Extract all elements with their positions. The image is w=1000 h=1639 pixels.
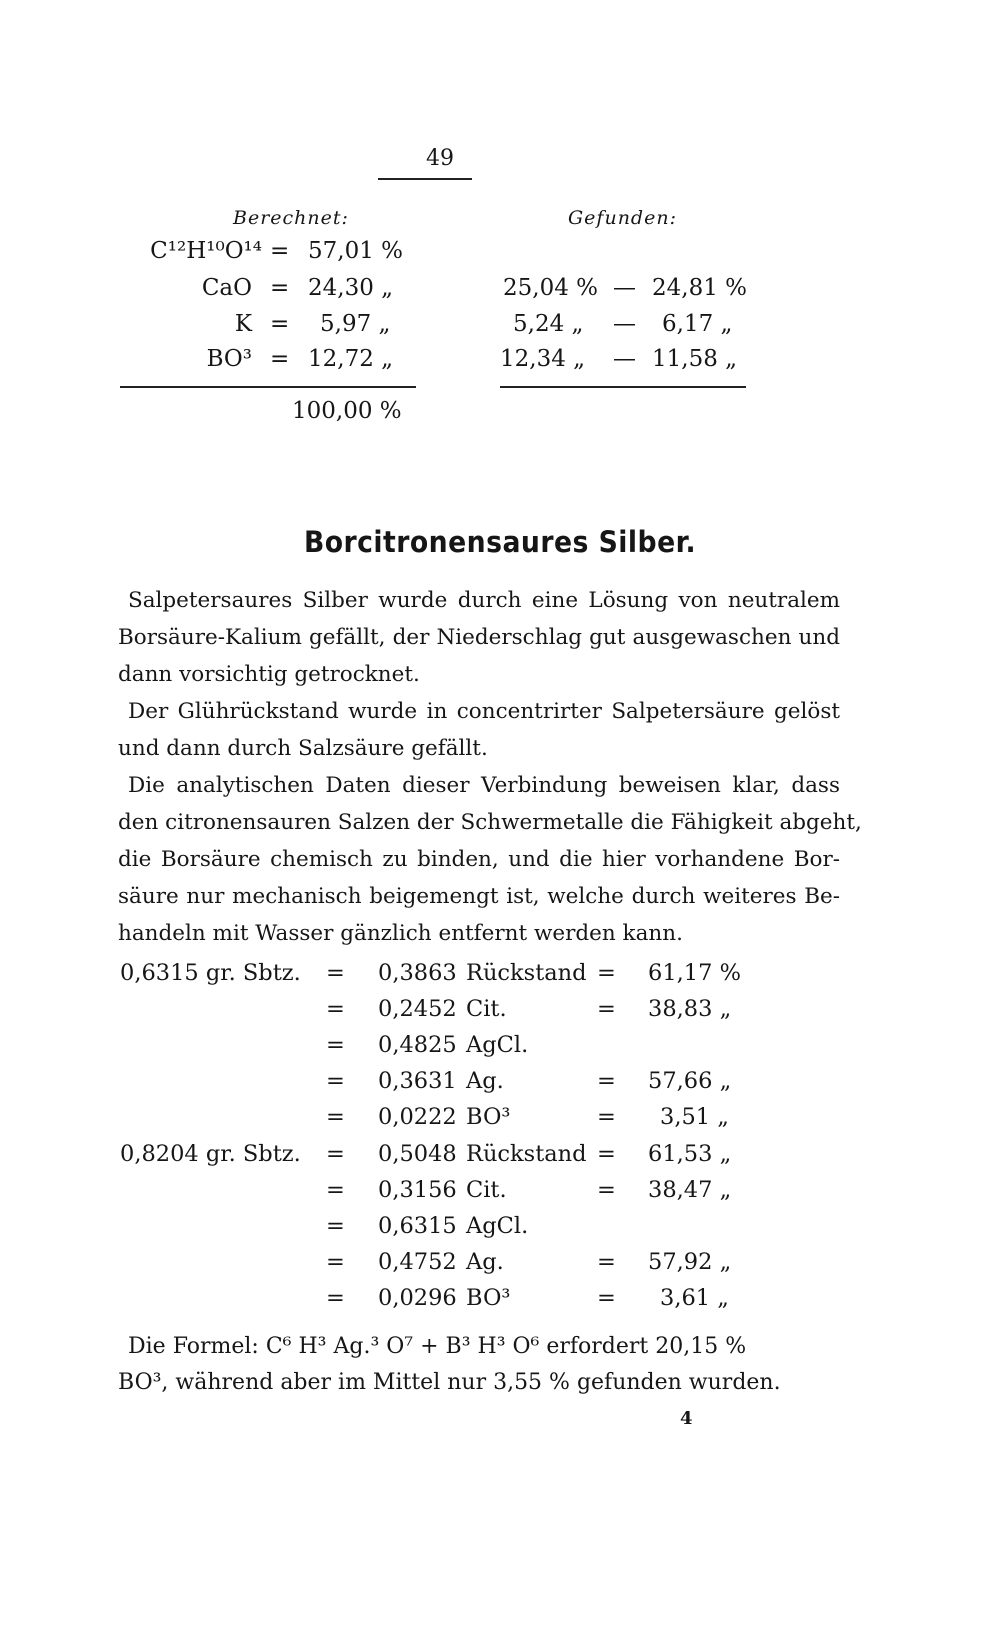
equals-sign: = (326, 1032, 345, 1058)
equals-sign: = (597, 1249, 616, 1275)
component-name: Cit. (466, 996, 507, 1022)
component-name: Rückstand (466, 960, 587, 986)
measured-value: 0,2452 (378, 996, 457, 1022)
measured-value: 0,0222 (378, 1104, 457, 1130)
range-dash: — (613, 311, 636, 337)
measured-value: 0,4752 (378, 1249, 457, 1275)
equals-sign: = (597, 960, 616, 986)
component-name: BO³ (466, 1104, 511, 1130)
percent-value: 57,66 „ (648, 1068, 732, 1094)
formula-statement: Die Formel: C⁶ H³ Ag.³ O⁷ + B³ H³ O⁶ erfordert 20,15 % (128, 1334, 747, 1359)
page-number-rule (378, 178, 472, 180)
found-value-2: 11,58 „ (652, 346, 738, 372)
measured-value: 0,5048 (378, 1141, 457, 1167)
text-line: und dann durch Salzsäure gefällt. (118, 736, 488, 761)
equals-sign: = (326, 960, 345, 986)
found-value-2: 6,17 „ (662, 311, 733, 337)
found-value-1: 12,34 „ (500, 346, 586, 372)
formula-cell: CaO (201, 275, 252, 301)
text-line: die Borsäure chemisch zu binden, und die hier vorhandene Bor- (118, 847, 840, 872)
component-name: Rückstand (466, 1141, 587, 1167)
calculated-value: 12,72 „ (308, 346, 394, 372)
component-name: Cit. (466, 1177, 507, 1203)
percent-value: 61,53 „ (648, 1141, 732, 1167)
signature-mark: 4 (680, 1408, 693, 1429)
equals-sign: = (270, 275, 290, 301)
measured-value: 0,6315 (378, 1213, 457, 1239)
percent-value: 38,47 „ (648, 1177, 732, 1203)
equals-sign: = (326, 1068, 345, 1094)
equals-sign: = (270, 238, 290, 264)
equals-sign: = (326, 1177, 345, 1203)
equals-sign: = (326, 996, 345, 1022)
measured-value: 0,3156 (378, 1177, 457, 1203)
percent-value: 3,61 „ (660, 1285, 729, 1311)
measured-value: 0,3631 (378, 1068, 457, 1094)
berechnet-header: Berechnet: (233, 207, 349, 229)
formula-cell: C¹²H¹⁰O¹⁴ (150, 238, 262, 264)
sample-weight: 0,8204 gr. Sbtz. (120, 1141, 301, 1167)
measured-value: 0,4825 (378, 1032, 457, 1058)
found-value-2: 24,81 % (652, 275, 748, 301)
formula-cell: BO³ (206, 346, 252, 372)
section-title: Borcitronensaures Silber. (303, 525, 697, 559)
text-line: Borsäure-Kalium gefällt, der Niederschlag gut ausgewaschen und (118, 625, 840, 650)
range-dash: — (613, 346, 636, 372)
found-value-1: 25,04 % (503, 275, 599, 301)
equals-sign: = (326, 1249, 345, 1275)
formula-conclusion: BO³, während aber im Mittel nur 3,55 % gefunden wurden. (118, 1370, 781, 1395)
calculated-value: 57,01 % (308, 238, 404, 264)
equals-sign: = (326, 1285, 345, 1311)
text-line: den citronensauren Salzen der Schwermetalle die Fähigkeit abgeht, (118, 810, 862, 835)
measured-value: 0,3863 (378, 960, 457, 986)
page-number: 49 (426, 146, 454, 171)
sample-weight: 0,6315 gr. Sbtz. (120, 960, 301, 986)
equals-sign: = (270, 346, 290, 372)
text-line: Salpetersaures Silber wurde durch eine Lösung von neutralem (128, 588, 840, 613)
measured-value: 0,0296 (378, 1285, 457, 1311)
component-name: AgCl. (466, 1213, 529, 1239)
component-name: BO³ (466, 1285, 511, 1311)
component-name: Ag. (466, 1249, 504, 1275)
equals-sign: = (597, 1104, 616, 1130)
percent-value: 38,83 „ (648, 996, 732, 1022)
calculated-value: 5,97 „ (320, 311, 391, 337)
text-line: handeln mit Wasser gänzlich entfernt werden kann. (118, 921, 683, 946)
range-dash: — (613, 275, 636, 301)
equals-sign: = (597, 1068, 616, 1094)
text-line: Der Glührückstand wurde in concentrirter Salpetersäure gelöst (128, 699, 840, 724)
text-line: säure nur mechanisch beigemengt ist, welche durch weiteres Be- (118, 884, 840, 909)
percent-value: 61,17 % (648, 960, 741, 986)
found-value-1: 5,24 „ (513, 311, 584, 337)
percent-value: 3,51 „ (660, 1104, 729, 1130)
calculated-value: 24,30 „ (308, 275, 394, 301)
equals-sign: = (597, 1177, 616, 1203)
equals-sign: = (326, 1104, 345, 1130)
found-sum-rule (500, 386, 746, 388)
component-name: Ag. (466, 1068, 504, 1094)
equals-sign: = (326, 1141, 345, 1167)
equals-sign: = (597, 1285, 616, 1311)
gefunden-header: Gefunden: (568, 207, 677, 229)
calculated-sum-rule (120, 386, 416, 388)
component-name: AgCl. (466, 1032, 529, 1058)
formula-cell: K (234, 311, 252, 337)
text-line: Die analytischen Daten dieser Verbindung beweisen klar, dass (128, 773, 840, 798)
equals-sign: = (597, 996, 616, 1022)
equals-sign: = (270, 311, 290, 337)
equals-sign: = (326, 1213, 345, 1239)
body-text (118, 582, 862, 952)
calculated-total: 100,00 % (292, 398, 402, 424)
equals-sign: = (597, 1141, 616, 1167)
percent-value: 57,92 „ (648, 1249, 732, 1275)
text-line: dann vorsichtig getrocknet. (118, 662, 420, 687)
